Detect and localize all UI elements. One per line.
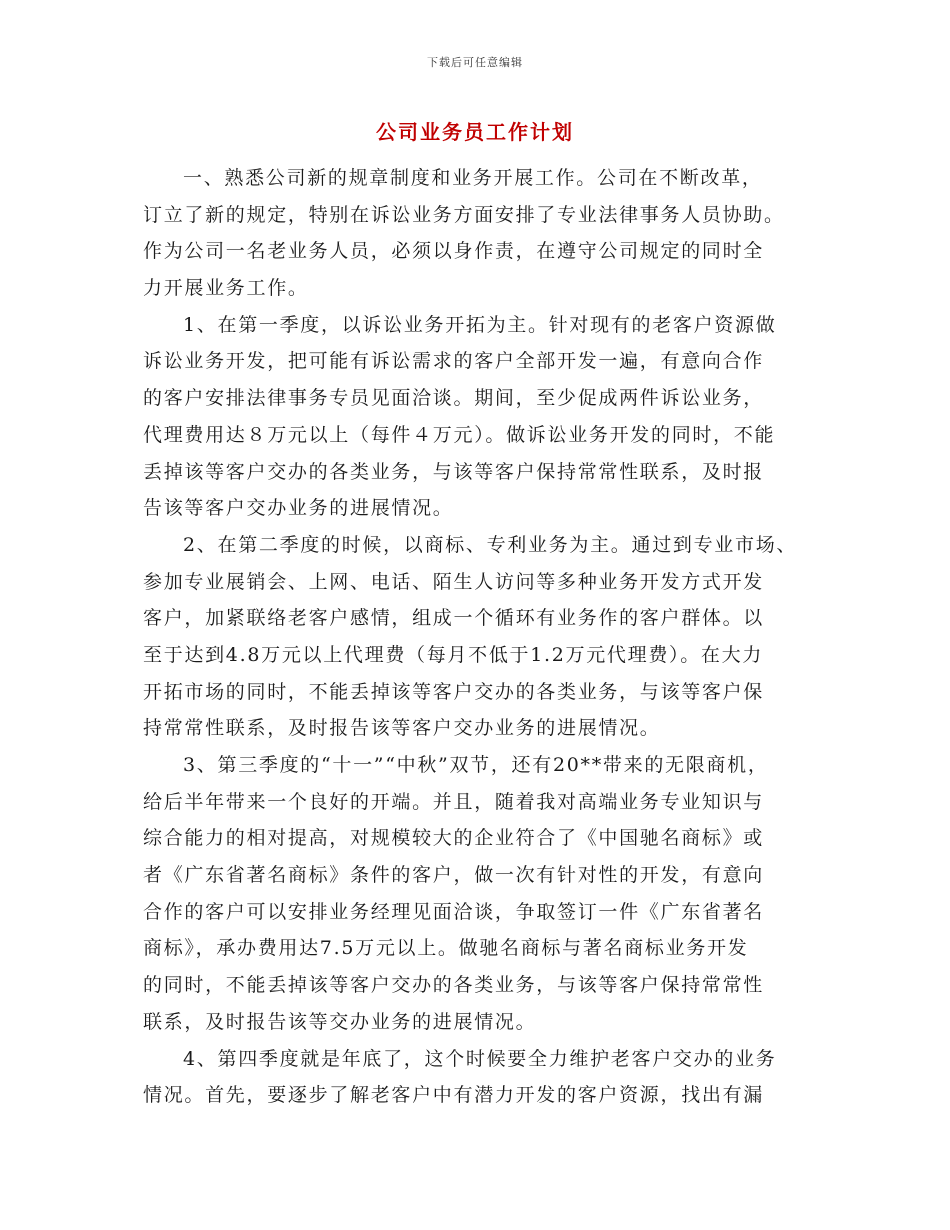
paragraph-line: 作为公司一名老业务人员，必须以身作责，在遵守公司规定的同时全	[143, 240, 765, 263]
paragraph-line: 情况。首先，要逐步了解老客户中有潜力开发的客户资源，找出有漏	[143, 1084, 765, 1107]
paragraph-line: 至于达到4.8万元以上代理费（每月不低于1.2万元代理费）。在大力	[143, 643, 764, 666]
header-note: 下载后可任意编辑	[427, 56, 523, 69]
paragraph-line: 3、第三季度的“十一”“中秋”双节，还有20**带来的无限商机，	[183, 754, 769, 776]
paragraph-line: 的客户安排法律事务专员见面洽谈。期间，至少促成两件诉讼业务，	[143, 387, 765, 410]
paragraph-line: 联系，及时报告该等交办业务的进展情况。	[143, 1010, 537, 1033]
paragraph-q1-plan	[143, 307, 823, 527]
paragraph-familiarize-rules	[143, 160, 823, 307]
paragraph-line: 4、第四季度就是年底了，这个时候要全力维护老客户交办的业务	[183, 1047, 777, 1070]
paragraph-line: 1、在第一季度，以诉讼业务开拓为主。针对现有的老客户资源做	[183, 313, 777, 336]
paragraph-line: 者《广东省著名商标》条件的客户，做一次有针对性的开发，有意向	[143, 864, 765, 887]
paragraph-line: 开拓市场的同时，不能丢掉该等客户交办的各类业务，与该等客户保	[143, 680, 765, 703]
paragraph-line: 综合能力的相对提高，对规模较大的企业符合了《中国驰名商标》或	[143, 827, 765, 850]
paragraph-line: 订立了新的规定，特别在诉讼业务方面安排了专业法律事务人员协助。	[143, 203, 785, 226]
paragraph-line: 一、熟悉公司新的规章制度和业务开展工作。公司在不断改革，	[183, 167, 763, 189]
document-body	[143, 160, 823, 1114]
paragraph-line: 代理费用达８万元以上（每件４万元）。做诉讼业务开发的同时，不能	[143, 423, 776, 446]
paragraph-line: 给后半年带来一个良好的开端。并且，随着我对高端业务专业知识与	[143, 790, 765, 813]
paragraph-q4-plan	[143, 1041, 823, 1114]
paragraph-line: 的同时，不能丢掉该等客户交办的各类业务，与该等客户保持常常性	[143, 974, 765, 997]
document-title: 公司业务员工作计划	[376, 120, 574, 144]
paragraph-q3-plan	[143, 747, 823, 1041]
paragraph-line: 客户，加紧联络老客户感情，组成一个循环有业务作的客户群体。以	[143, 607, 765, 630]
paragraph-line: 参加专业展销会、上网、电话、陌生人访问等多种业务开发方式开发	[143, 570, 765, 593]
paragraph-line: 持常常性联系，及时报告该等客户交办业务的进展情况。	[143, 717, 661, 740]
paragraph-line: 力开展业务工作。	[143, 277, 309, 300]
paragraph-line: 商标》，承办费用达7.5万元以上。做驰名商标与著名商标业务开发	[143, 937, 749, 960]
paragraph-line: 2、在第二季度的时候，以商标、专利业务为主。通过到专业市场、	[183, 533, 798, 556]
paragraph-q2-plan	[143, 527, 823, 747]
paragraph-line: 告该等客户交办业务的进展情况。	[143, 497, 454, 520]
paragraph-line: 诉讼业务开发，把可能有诉讼需求的客户全部开发一遍，有意向合作	[143, 350, 765, 373]
paragraph-line: 合作的客户可以安排业务经理见面洽谈，争取签订一件《广东省著名	[143, 900, 765, 923]
paragraph-line: 丢掉该等客户交办的各类业务，与该等客户保持常常性联系，及时报	[143, 460, 765, 483]
